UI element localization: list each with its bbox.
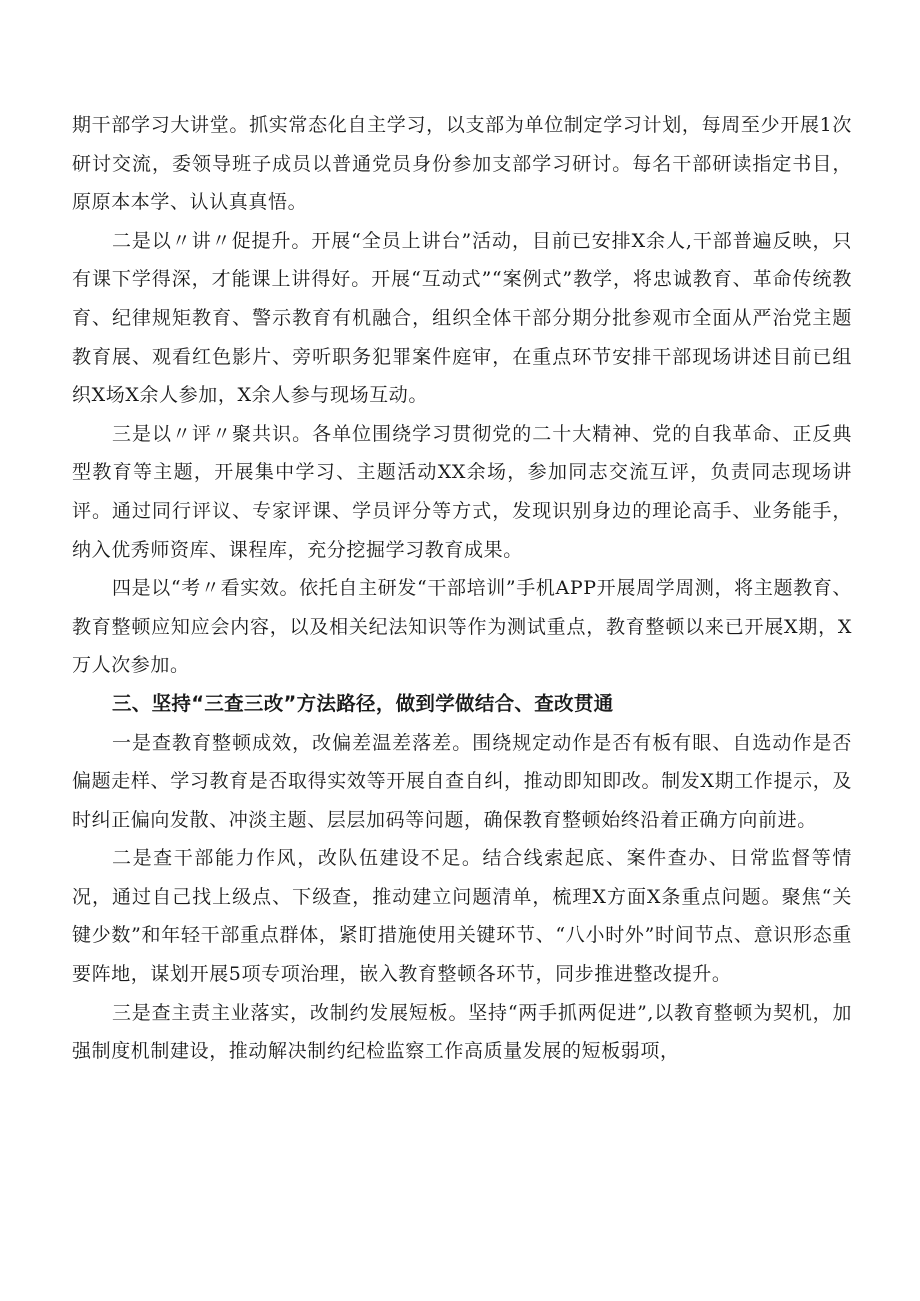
paragraph-ping: 三是以〃评〃聚共识。各单位围绕学习贯彻党的二十大精神、党的自我革命、正反典型教育等主题，开展集中学习、主题活动XX余场，参加同志交流互评，负责同志现场讲评。通过同行评议、专家评课、学员评分等方式，发现识别身边的理论高手、业务能手，纳入优秀师资库、课程库，充分挖掘学习教育成果。	[72, 422, 852, 561]
paragraph-cha-3: 三是查主责主业落实，改制约发展短板。坚持“两手抓两促进”,以教育整顿为契机，加强制度机制建设，推动解决制约纪检监察工作高质量发展的短板弱项，	[72, 1001, 852, 1063]
paragraph-cha-1: 一是查教育整顿成效，改偏差温差落差。围绕规定动作是否有板有眼、自选动作是否偏题走样、学习教育是否取得实效等开展自查自纠，推动即知即改。制发X期工作提示，及时纠正偏向发散、冲淡主题、层层加码等问题，确保教育整顿始终沿着正确方向前进。	[72, 731, 852, 831]
paragraph-cha-2: 二是查干部能力作风，改队伍建设不足。结合线索起底、案件查办、日常监督等情况，通过自己找上级点、下级查，推动建立问题清单，梳理X方面X条重点问题。聚焦“关键少数”和年轻干部重点群体，紧盯措施使用关键环节、“八小时外”时间节点、意识形态重要阵地，谋划开展5项专项治理，嵌入教育整顿各环节，同步推进整改提升。	[72, 847, 852, 986]
paragraph-kao: 四是以“考〃看实效。依托自主研发“干部培训”手机APP开展周学周测，将主题教育、教育整顿应知应会内容，以及相关纪法知识等作为测试重点，教育整顿以来已开展X期，X万人次参加。	[72, 577, 852, 677]
paragraph-jiang: 二是以〃讲〃促提升。开展“全员上讲台”活动，目前已安排X余人,干部普遍反映，只有课下学得深，才能课上讲得好。开展“互动式”“案例式”教学，将忠诚教育、革命传统教育、纪律规矩教育、警示教育有机融合，组织全体干部分期分批参观市全面从严治党主题教育展、观看红色影片、旁听职务犯罪案件庭审，在重点环节安排干部现场讲述目前已组织X场X余人参加，X余人参与现场互动。	[72, 229, 852, 407]
document-body	[72, 106, 852, 1071]
paragraph-continuation: 期干部学习大讲堂。抓实常态化自主学习，以支部为单位制定学习计划，每周至少开展1次研讨交流，委领导班子成员以普通党员身份参加支部学习研讨。每名干部研读指定书目，原原本本学、认认真真悟。	[72, 114, 852, 214]
section-heading-three: 三、坚持“三查三改”方法路径，做到学做结合、查改贯通	[112, 691, 614, 715]
